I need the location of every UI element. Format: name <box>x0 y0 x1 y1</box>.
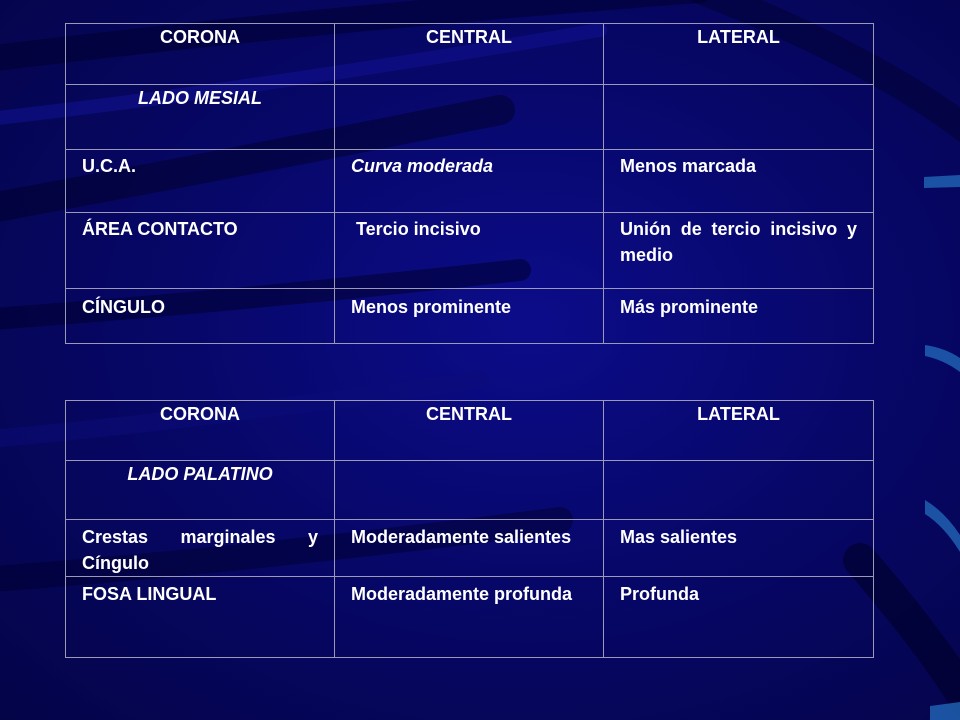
table-header-row <box>66 24 874 85</box>
mesial-comparison-table <box>65 23 874 344</box>
palatine-comparison-table <box>65 400 874 658</box>
table-row <box>66 289 874 344</box>
central-value: Menos prominente <box>335 289 604 344</box>
central-value: Curva moderada <box>335 150 604 213</box>
table-row <box>66 150 874 213</box>
table-row <box>66 577 874 658</box>
header-lateral: LATERAL <box>604 24 874 85</box>
section-title-mesial: LADO MESIAL <box>66 85 335 150</box>
header-corona: CORONA <box>66 24 335 85</box>
section-row <box>66 461 874 520</box>
header-corona: CORONA <box>66 401 335 461</box>
row-label: CÍNGULO <box>66 289 335 344</box>
header-central: CENTRAL <box>335 401 604 461</box>
lateral-value: Mas salientes <box>604 520 874 577</box>
table-row <box>66 213 874 289</box>
header-lateral: LATERAL <box>604 401 874 461</box>
empty-cell <box>604 461 874 520</box>
central-value: Moderadamente salientes <box>335 520 604 577</box>
lateral-value: Profunda <box>604 577 874 658</box>
row-label: U.C.A. <box>66 150 335 213</box>
lateral-value: Menos marcada <box>604 150 874 213</box>
central-value: Tercio incisivo <box>335 213 604 289</box>
section-row <box>66 85 874 150</box>
lateral-value: Unión de tercio incisivo y medio <box>604 213 874 289</box>
empty-cell <box>604 85 874 150</box>
table-row <box>66 520 874 577</box>
empty-cell <box>335 461 604 520</box>
header-central: CENTRAL <box>335 24 604 85</box>
lateral-value: Más prominente <box>604 289 874 344</box>
table-header-row <box>66 401 874 461</box>
empty-cell <box>335 85 604 150</box>
row-label: ÁREA CONTACTO <box>66 213 335 289</box>
row-label: Crestas marginales y Cíngulo <box>66 520 335 577</box>
row-label: FOSA LINGUAL <box>66 577 335 658</box>
section-title-palatino: LADO PALATINO <box>66 461 335 520</box>
central-value: Moderadamente profunda <box>335 577 604 658</box>
